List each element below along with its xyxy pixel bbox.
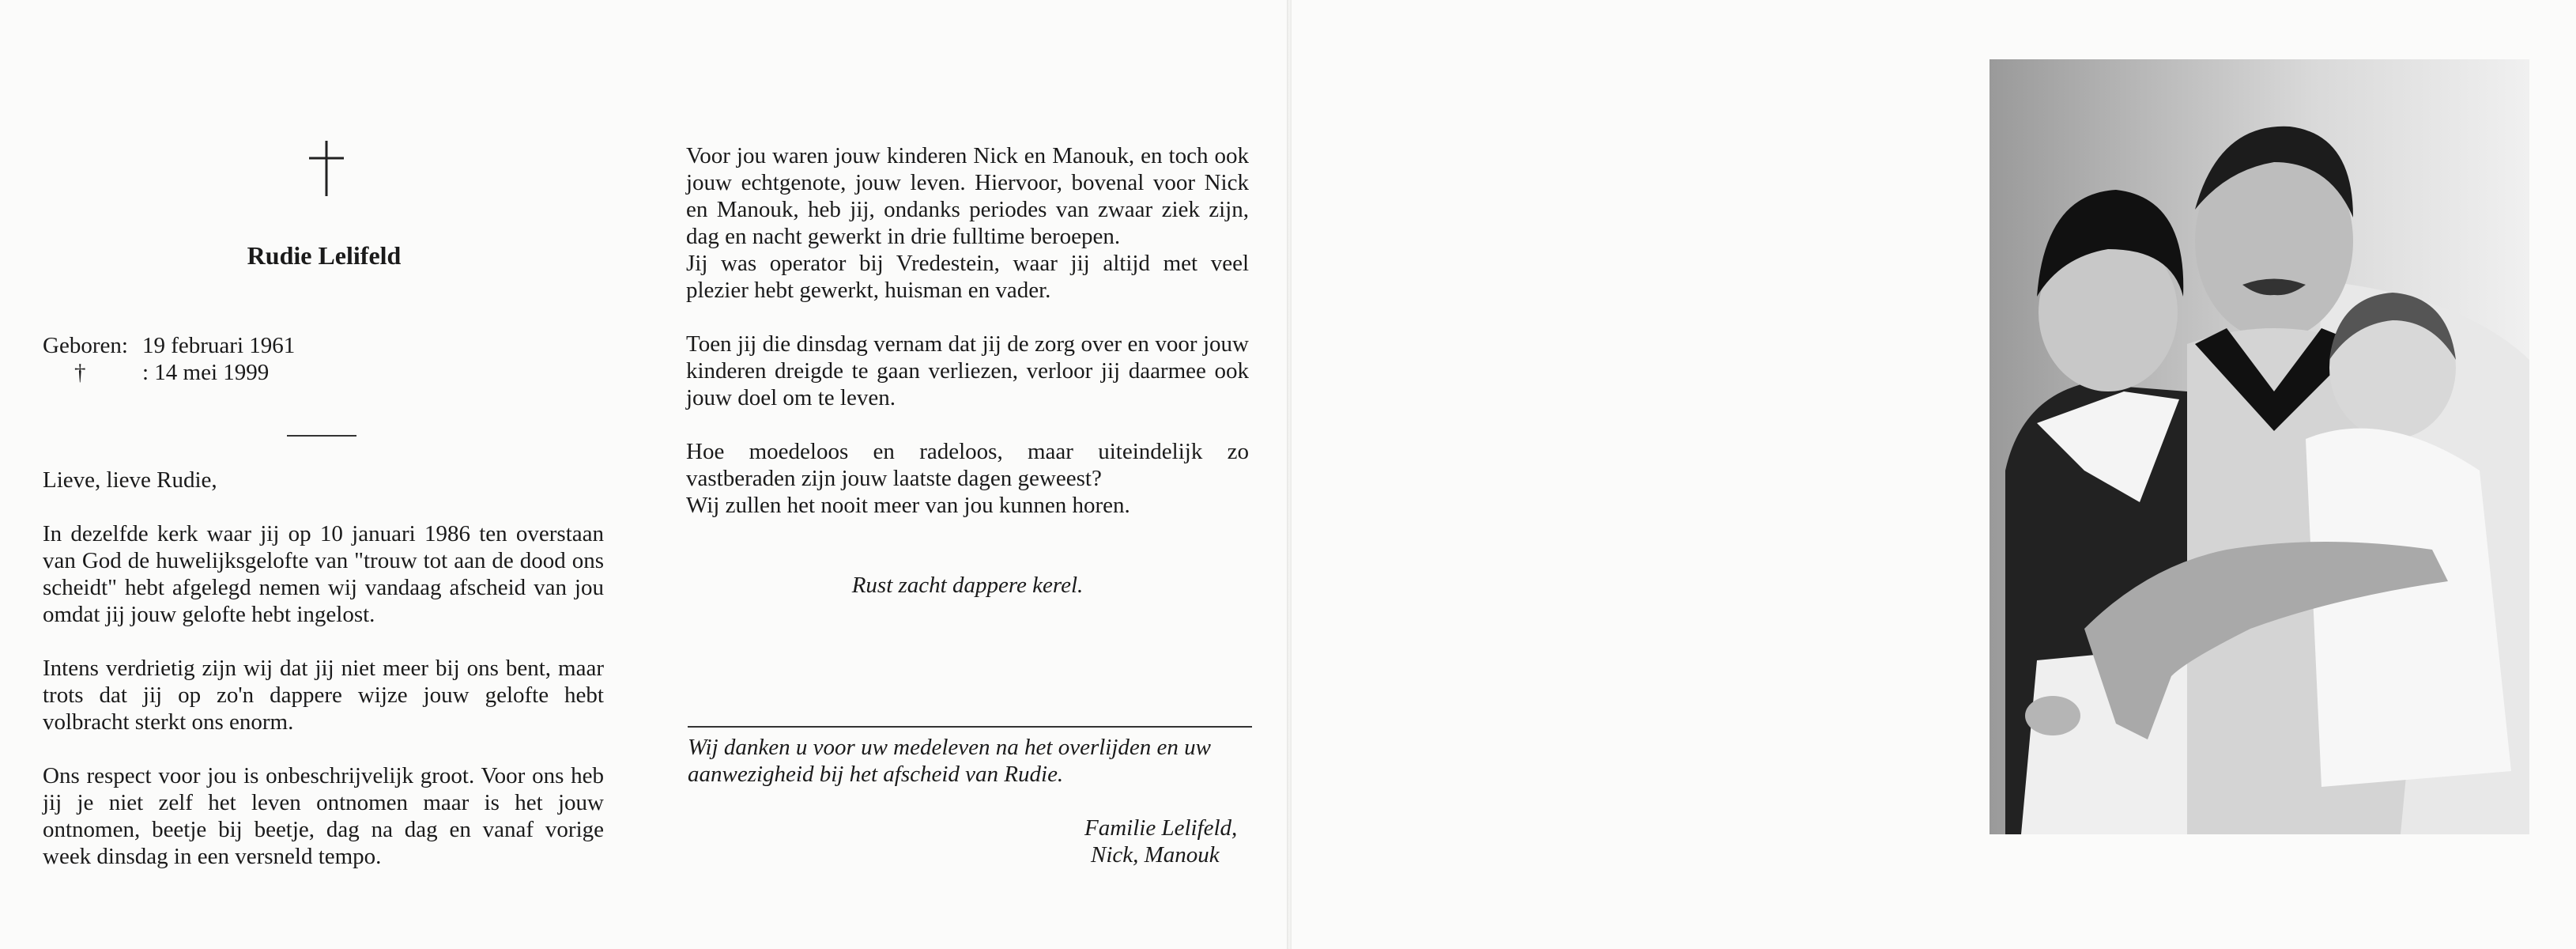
salutation: Lieve, lieve Rudie, bbox=[43, 467, 217, 493]
born-label: Geboren: bbox=[43, 333, 128, 358]
family-line-2: Nick, Manouk bbox=[1091, 842, 1220, 868]
paragraph: Hoe moedeloos en radeloos, maar uiteindelijk zo vastberaden zijn jouw laatste dagen geweest? bbox=[686, 439, 1249, 491]
thanks-rule bbox=[688, 726, 1252, 728]
cross-icon bbox=[325, 141, 328, 196]
family-photo bbox=[1990, 59, 2529, 834]
paragraph: Wij zullen het nooit meer van jou kunnen horen. bbox=[686, 493, 1130, 518]
left-text-column bbox=[43, 467, 604, 897]
card-fold bbox=[1287, 0, 1292, 949]
paragraph: Jij was operator bij Vredestein, waar jij altijd met veel plezier hebt gewerkt, huisman en vader. bbox=[686, 251, 1249, 303]
family-line-1: Familie Lelifeld, bbox=[1084, 815, 1238, 841]
thanks-text: Wij danken u voor uw medeleven na het overlijden en uw aanwezigheid bij het afscheid van Rudie. bbox=[688, 735, 1211, 787]
middle-text-column bbox=[686, 142, 1249, 546]
deceased-name: Rudie Lelifeld bbox=[247, 241, 402, 270]
life-dates bbox=[43, 332, 295, 386]
paragraph: Voor jou waren jouw kinderen Nick en Manouk, en toch ook jouw echtgenote, jouw leven. Hiervoor, bovenal voor Nick en Manouk, heb jij, ondanks periodes van zwaar ziek zijn, dag en nacht gewerkt in drie fulltime beroepen. bbox=[686, 143, 1249, 249]
born-value: 19 februari 1961 bbox=[142, 333, 296, 358]
died-symbol: † bbox=[74, 360, 86, 385]
paragraph: Toen jij die dinsdag vernam dat jij de zorg over en voor jouw kinderen dreigde te gaan verliezen, verloor jij daarmee ook jouw doel om te leven. bbox=[686, 331, 1249, 410]
paragraph: Intens verdrietig zijn wij dat jij niet meer bij ons bent, maar trots dat jij op zo'n dappere wijze jouw gelofte hebt volbracht sterkt ons enorm. bbox=[43, 656, 604, 735]
paragraph: In dezelfde kerk waar jij op 10 januari 1986 ten overstaan van God de huwelijksgelofte van "trouw tot aan de dood ons scheidt" hebt afgelegd nemen wij vandaag afscheid van jou omdat jij jouw gelofte hebt ingelost. bbox=[43, 521, 604, 627]
paragraph: Ons respect voor jou is onbeschrijvelijk groot. Voor ons heb jij je niet zelf het leven ontnomen maar is het jouw ontnomen, beetje bij beetje, dag na dag en vanaf vorige week dinsdag in een versneld tempo. bbox=[43, 763, 604, 869]
separator-line bbox=[287, 435, 356, 437]
family-signature bbox=[964, 815, 1249, 868]
died-value: : 14 mei 1999 bbox=[142, 360, 270, 385]
rest-in-peace-line: Rust zacht dappere kerel. bbox=[851, 573, 1084, 598]
